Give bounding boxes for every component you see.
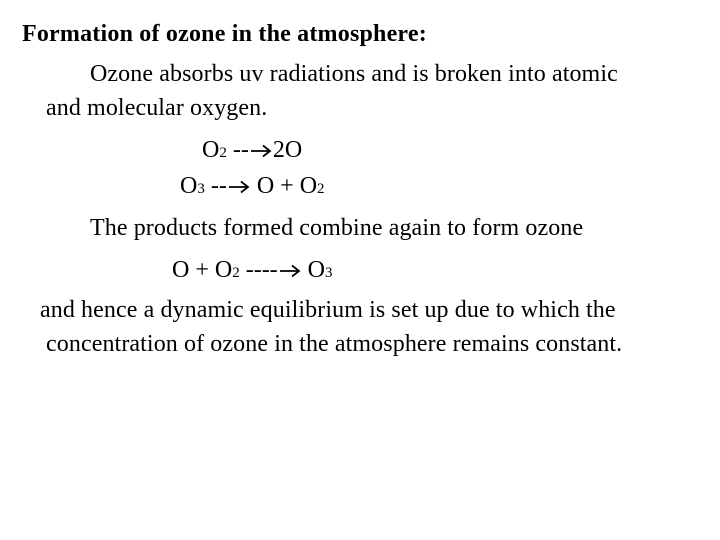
page-title: Formation of ozone in the atmosphere: xyxy=(22,21,427,47)
equation-o3-dissociation: O 3 -- O + O 2 xyxy=(180,173,325,199)
paragraph-3-line-2: concentration of ozone in the atmosphere remains constant. xyxy=(46,331,623,357)
equation-dashes: -- xyxy=(226,137,249,163)
equation-product: O xyxy=(301,257,326,283)
right-arrow-icon xyxy=(279,264,301,278)
paragraph-1-line-2: and molecular oxygen. xyxy=(46,95,268,121)
equation-ozone-formation: O + O 2 ---- O 3 xyxy=(172,257,333,283)
equation-product: 2O xyxy=(272,137,303,163)
right-arrow-icon xyxy=(228,180,250,194)
equation-dashes: ---- xyxy=(239,257,278,283)
paragraph-2: The products formed combine again to form ozone xyxy=(90,215,584,241)
equation-reactant: O + O xyxy=(172,257,233,283)
equation-reactant: O xyxy=(180,173,198,199)
equation-reactant: O xyxy=(202,137,220,163)
right-arrow-icon xyxy=(250,144,272,158)
equation-o2-dissociation: O 2 -- 2O xyxy=(202,137,303,163)
paragraph-3-line-1: and hence a dynamic equilibrium is set up due to which the xyxy=(40,297,616,323)
equation-dashes: -- xyxy=(204,173,227,199)
paragraph-1-line-1: Ozone absorbs uv radiations and is broken into atomic xyxy=(90,61,618,87)
equation-product: O + O xyxy=(250,173,318,199)
